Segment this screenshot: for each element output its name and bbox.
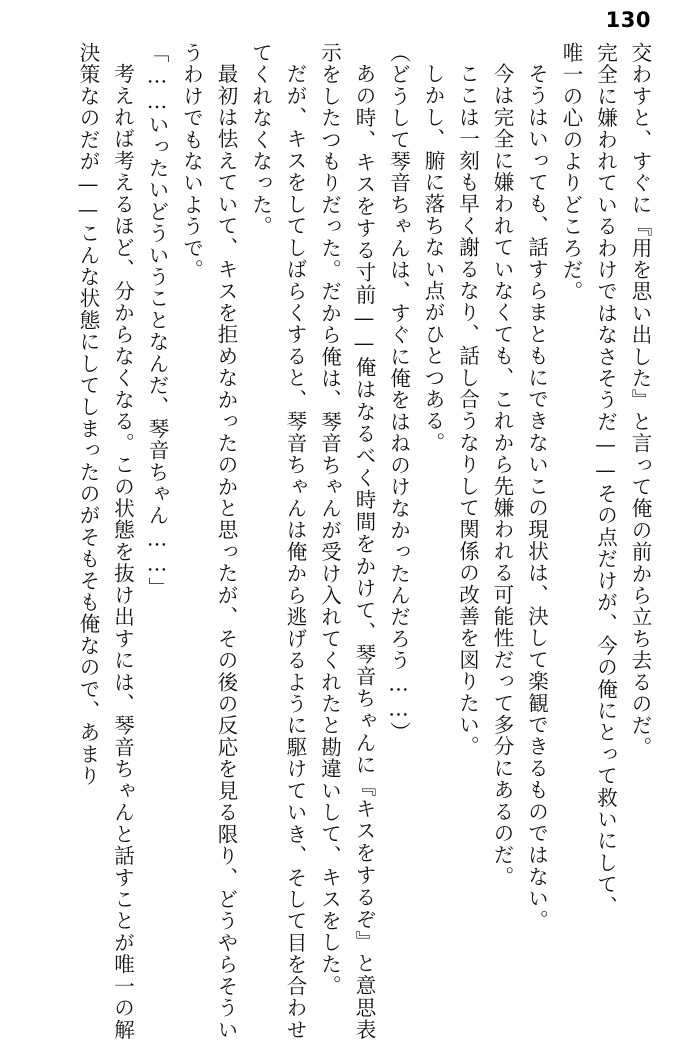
- paragraph-dialogue: 「……いったいどういうことなんだ、琴音ちゃん……」: [145, 42, 169, 599]
- page-number: 130: [605, 8, 651, 32]
- paragraph: 最初は怯えていて、キスを拒めなかったのかと思ったが、その後の反応を見る限り、どうやらそういうわけでもないようで。: [179, 42, 238, 1040]
- paragraph: （どうして琴音ちゃんは、すぐに俺をはねのけなかったんだろう……）: [386, 42, 411, 744]
- paragraph: だが、キスをしてしばらくすると、琴音ちゃんは俺から逃げるように駆けていき、そして目を合わせてくれなくなった。: [248, 42, 307, 1040]
- paragraph: あの時、キスをする寸前——俺はなるべく時間をかけて、琴音ちゃんに『キスをするぞ』と意思表示をしたつもりだった。だから俺は、琴音ちゃんが受け入れてくれたと勘違いして、キスをした。: [317, 42, 376, 1040]
- paragraph: 交わすと、すぐに『用を思い出した』と言って俺の前から立ち去るのだ。: [628, 42, 652, 759]
- paragraph: ここは一刻も早く謝るなり、話し合うなりして関係の改善を図りたい。: [455, 62, 480, 757]
- paragraph: 完全に嫌われているわけではなさそうだ——その点だけが、今の俺にとって救いにして、: [593, 42, 618, 917]
- paragraph: そうはいっても、話すらまともにできないこの現状は、決して楽観できるものではない。: [524, 62, 549, 931]
- paragraph: 今は完全に嫌われていなくても、これから先嫌われる可能性だって多分にあるのだ。: [490, 62, 514, 888]
- paragraph: 唯一の心のよりどころだ。: [559, 42, 583, 303]
- paragraph: しかし、腑に落ちない点がひとつある。: [421, 62, 445, 454]
- vertical-text-body: [18, 42, 657, 1040]
- paragraph: 考えれば考えるほど、分からなくなる。この状態を抜け出すには、琴音ちゃんと話すことが唯一の解決策なのだが——こんな状態にしてしまったのがそもそも俺なので、あまり: [76, 42, 135, 1040]
